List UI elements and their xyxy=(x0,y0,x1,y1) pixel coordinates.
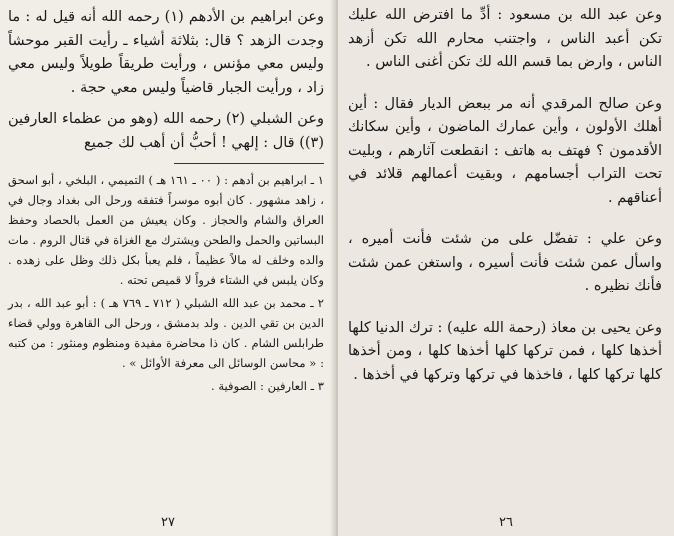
right-page xyxy=(338,0,674,536)
footnote-3: ٣ ـ العارفين : الصوفية . xyxy=(210,379,324,393)
footnote-2: ٢ ـ محمد بن عبد الله الشبلي ( ٧١٢ ـ ٧٦٩ هـ ) : أبو عبد الله ، بدر الدين بن تقي الدين . ولد بدمشق ، ورحل الى القاهرة وولي قضاء طرابلس الشام . كان ذا محاضرة مفيدة ومنظوم ومنثور : من كتبه : « محاسن الوسائل الى معرفة الأوائل » . xyxy=(8,296,324,370)
footnote-divider xyxy=(174,163,324,164)
footnote-1: ١ ـ ابراهيم بن أدهم : ( ٠٠ ـ ١٦١ هـ ) التميمي ، البلخي ، أبو اسحق ، زاهد مشهور . كان أبوه موسراً فتفقه ورحل الى بغداد وجال في العراق والشام والحجاز . وكان يعيش من العمل بالحصاد وحفظ البساتين والحمل والطحن ويشترك مع الغزاة في قتال الروم . مات والده وخلف له مالاً عظيماً ، فلم يعبأ بكل ذلك وظل على زهده . وكان يلبس في الشتاء فرواً لا قميص تحته . xyxy=(8,173,324,287)
right-paragraph-3: وعن علي : تفضّل على من شئت فأنت أميره ، واسأل عمن شئت فأنت أسيره ، واستغن عمن شئت فأنك نظيره . xyxy=(348,231,662,294)
left-paragraph-1: وعن ابراهيم بن الأدهم (١) رحمه الله أنه قيل له : ما وجدت الزهد ؟ قال: بثلاثة أشياء ـ رأيت القبر موحشاً وليس معي مؤنس ، ورأيت طريقاً طويلاً وليس معي زاد ، ورأيت الجبار قاضياً وليس معي حجة . xyxy=(8,9,324,96)
right-paragraph-2: وعن صالح المرقدي أنه مر ببعض الديار فقال : أين أهلك الأولون ، وأين عمارك الماضون ، وأين سكانك الأقدمون ؟ فهتف به هاتف : انقطعت آثارهم ، وبليت تحت التراب أجسامهم ، وبقيت أعمالهم قلائد في أعناقهم . xyxy=(348,95,662,206)
left-paragraph-2: وعن الشبلي (٢) رحمه الله (وهو من عظماء العارفين (٣)) قال : إلهي ! أحبُّ أن أهب لك جميع xyxy=(8,111,324,151)
page-number-left: ٢٧ xyxy=(161,515,175,530)
right-paragraph-4: وعن يحيى بن معاذ (رحمة الله عليه) : ترك الدنيا كلها أخذها كلها ، فمن تركها كلها أخذها كلها ، ومن أخذها كلها تركها كلها ، فاخذها في تركها وتركها في أخذها . xyxy=(348,319,662,383)
left-page xyxy=(0,0,336,536)
right-paragraph-1: وعن عبد الله بن مسعود : أدِّ ما افترض الله عليك تكن أعبد الناس ، واجتنب محارم الله تكن أزهد الناس ، وارض بما قسم الله لك تكن أغنى الناس . xyxy=(348,7,662,70)
page-number-right: ٢٦ xyxy=(499,515,513,530)
